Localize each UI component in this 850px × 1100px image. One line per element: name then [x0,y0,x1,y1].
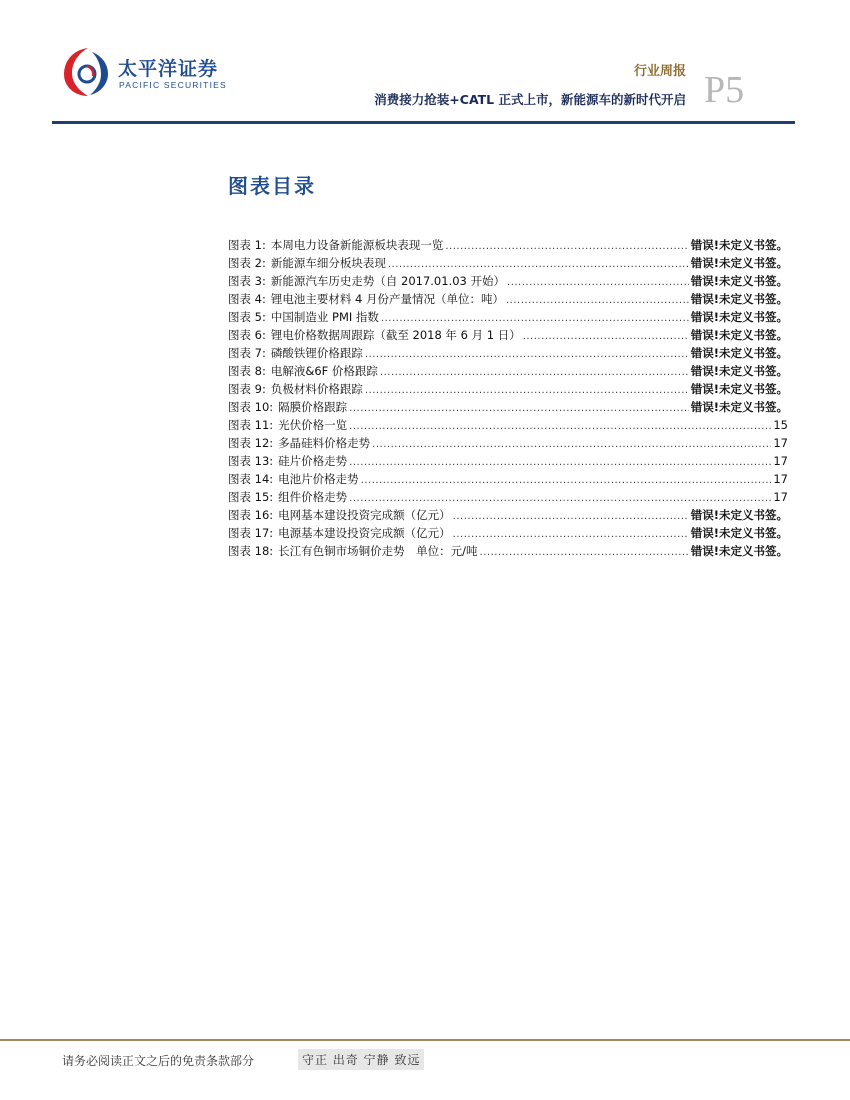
toc-dot-leader [372,436,771,454]
toc-dot-leader [365,382,689,400]
toc-entry-title: 新能源汽车历史走势（自 2017.01.03 开始） [270,274,506,288]
toc-entry[interactable] [228,344,788,362]
report-type: 行业周报 [633,64,686,79]
report-title: 消费接力抢装+CATL 正式上市，新能源车的新时代开启 [374,92,686,107]
toc-entry[interactable] [228,452,788,470]
toc-entry-page: 错误!未定义书签。 [690,364,788,378]
toc-entry[interactable] [228,380,788,398]
toc-dot-leader [445,238,688,256]
toc-entry-title: 电源基本建设投资完成额（亿元） [278,526,451,540]
toc-entry-page: 错误!未定义书签。 [690,400,788,414]
toc-dot-leader [380,364,689,382]
toc-entry-title: 电解液&6F 价格跟踪 [270,364,378,378]
toc-entry-title: 电网基本建设投资完成额（亿元） [278,508,451,522]
toc-entry-title: 中国制造业 PMI 指数 [270,310,379,324]
toc-entry[interactable] [228,506,788,524]
toc-entry-title: 硅片价格走势 [278,454,348,468]
toc-entry[interactable] [228,362,788,380]
toc-entry-title: 锂电价格数据周跟踪（截至 2018 年 6 月 1 日） [270,328,521,342]
toc-entry-label: 图表 13: [228,454,274,468]
toc-dot-leader [453,508,689,526]
toc-entry-title: 电池片价格走势 [278,472,359,486]
footer-disclaimer: 请务必阅读正文之后的免责条款部分 [62,1054,255,1068]
toc-entry-label: 图表 11: [228,418,274,432]
toc-entry-title: 磷酸铁锂价格跟踪 [270,346,363,360]
toc-entry-label: 图表 6: [228,328,266,342]
toc-entry-title: 光伏价格一览 [278,418,348,432]
toc-entry-label: 图表 9: [228,382,266,396]
toc-entry-page: 错误!未定义书签。 [690,238,788,252]
toc-entry-label: 图表 12: [228,436,274,450]
toc-entry-page: 错误!未定义书签。 [690,346,788,360]
toc-heading: 图表目录 [228,174,316,198]
toc-entry[interactable] [228,398,788,416]
toc-dot-leader [349,418,771,436]
toc-entry-title: 隔膜价格跟踪 [278,400,348,414]
logo-english-name: PACIFIC SECURITIES [119,80,227,90]
toc-entry-title: 锂电池主要材料 4 月份产量情况（单位：吨） [270,292,504,306]
toc-dot-leader [349,400,689,418]
toc-entry[interactable] [228,254,788,272]
toc-entry-title: 长江有色铜市场铜价走势 单位：元/吨 [278,544,478,558]
toc-dot-leader [453,526,689,544]
footer-motto: 守正 出奇 宁静 致远 [298,1049,424,1070]
toc-entry-label: 图表 16: [228,508,274,522]
toc-entry[interactable] [228,488,788,506]
toc-entry-label: 图表 17: [228,526,274,540]
toc-entry-title: 新能源车细分板块表现 [270,256,386,270]
page-number: P5 [704,69,745,111]
toc-entry-page: 错误!未定义书签。 [690,328,788,342]
toc-dot-leader [361,472,772,490]
toc-entry-page: 17 [773,472,788,486]
toc-entry-label: 图表 1: [228,238,266,252]
header-divider [52,121,795,124]
toc-entry[interactable] [228,236,788,254]
toc-entry-title: 组件价格走势 [278,490,348,504]
toc-entry[interactable] [228,434,788,452]
toc-dot-leader [507,274,689,292]
toc-entry-label: 图表 14: [228,472,274,486]
toc-entry[interactable] [228,416,788,434]
toc-entry-page: 错误!未定义书签。 [690,544,788,558]
toc-entry-label: 图表 4: [228,292,266,306]
toc-entry-label: 图表 7: [228,346,266,360]
toc-entry[interactable] [228,542,788,560]
toc-dot-leader [480,544,689,562]
toc-entry-label: 图表 15: [228,490,274,504]
toc-entry-page: 错误!未定义书签。 [690,292,788,306]
toc-entry-label: 图表 5: [228,310,266,324]
toc-dot-leader [349,454,771,472]
toc-list [228,236,788,560]
toc-entry-page: 17 [773,490,788,504]
pacific-logo-icon [62,46,112,98]
toc-entry-label: 图表 2: [228,256,266,270]
company-logo [62,46,242,102]
toc-entry-label: 图表 8: [228,364,266,378]
toc-entry[interactable] [228,524,788,542]
toc-dot-leader [506,292,689,310]
toc-entry-page: 15 [773,418,788,432]
toc-entry[interactable] [228,272,788,290]
toc-entry[interactable] [228,470,788,488]
toc-entry-page: 错误!未定义书签。 [690,526,788,540]
toc-dot-leader [365,346,689,364]
logo-chinese-name: 太平洋证券 [118,58,219,80]
toc-entry-page: 错误!未定义书签。 [690,310,788,324]
toc-entry-page: 17 [773,454,788,468]
toc-entry[interactable] [228,326,788,344]
toc-entry-label: 图表 18: [228,544,274,558]
toc-entry-page: 17 [773,436,788,450]
toc-entry[interactable] [228,290,788,308]
toc-entry-title: 负极材料价格跟踪 [270,382,363,396]
toc-entry-page: 错误!未定义书签。 [690,508,788,522]
toc-entry-page: 错误!未定义书签。 [690,382,788,396]
toc-dot-leader [523,328,689,346]
footer-divider [0,1039,850,1041]
toc-entry-label: 图表 10: [228,400,274,414]
toc-entry-title: 本周电力设备新能源板块表现一览 [270,238,444,252]
toc-entry-page: 错误!未定义书签。 [690,274,788,288]
toc-entry-label: 图表 3: [228,274,266,288]
toc-entry-page: 错误!未定义书签。 [690,256,788,270]
toc-entry-title: 多晶硅料价格走势 [278,436,371,450]
toc-entry[interactable] [228,308,788,326]
